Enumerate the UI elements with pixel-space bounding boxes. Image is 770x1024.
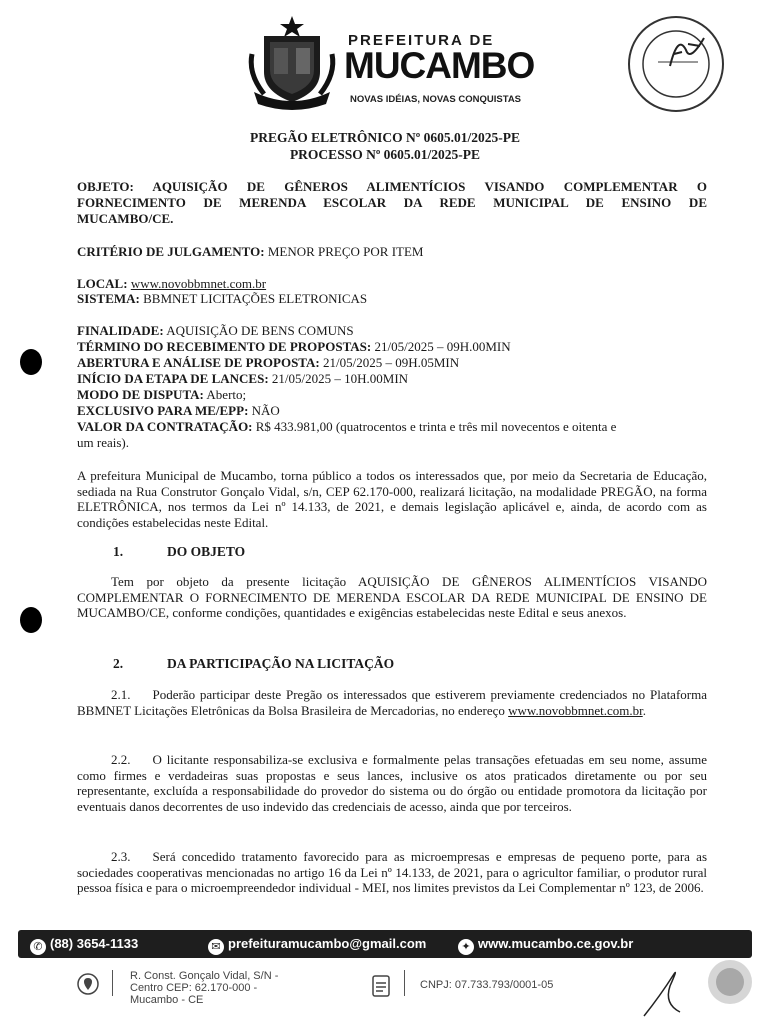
footer-phone[interactable]	[30, 936, 138, 955]
footer-divider-1	[112, 970, 113, 996]
footer-email[interactable]	[208, 936, 426, 955]
paragraph-2-2-text: O licitante responsabiliza-se exclusiva e formalmente pelas transações efetuadas em seu nome, assume como firmes e verdadeiras suas propostas e seus lances, inclusive os atos praticados diretamente ou por seu representante, excluída a responsabilidade do provedor do sistema ou do órgão ou entidade promotora da licitação por eventuais danos decorrentes de uso indevido das credenciais de acesso, ainda que por terceiros.	[77, 752, 707, 814]
section-1-number: 1.	[113, 544, 124, 559]
bbmnet-link[interactable]: www.novobbmnet.com.br	[508, 702, 643, 718]
processo-title: PROCESSO Nº 0605.01/2025-PE	[289, 147, 481, 162]
footer-divider-2	[404, 970, 405, 996]
section-2-number: 2.	[113, 656, 124, 671]
termino-value: 21/05/2025 – 09H.00MIN	[371, 339, 511, 354]
section-1-text: Tem por objeto da presente licitação AQUISIÇÃO DE GÊNEROS ALIMENTÍCIOS VISANDO COMPLEMENTAR O FORNECIMENTO DE MERENDA ESCOLAR DA REDE MUNICIPAL DE ENSINO DE MUCAMBO/CE, conforme condições, quantidades e exigências estabelecidas neste Edital e seus anexos.	[77, 574, 707, 620]
inicio-label: INÍCIO DA ETAPA DE LANCES:	[77, 371, 269, 386]
valor-value: R$ 433.981,00 (quatrocentos e trinta e três mil novecentos e oitenta e	[252, 419, 617, 434]
criterio-label: CRITÉRIO DE JULGAMENTO:	[77, 244, 265, 259]
globe-icon: ✦	[458, 939, 474, 955]
finalidade-label: FINALIDADE:	[77, 323, 164, 338]
footer-address	[130, 970, 278, 1006]
comissao-licitacao-stamp	[618, 14, 734, 114]
logo-prefix: PREFEITURA DE	[348, 32, 495, 49]
phone-icon: ✆	[30, 939, 46, 955]
objeto-line-2: FORNECIMENTO DE MERENDA ESCOLAR DA REDE MUNICIPAL DE ENSINO DE	[77, 195, 707, 210]
local-link[interactable]: www.novobbmnet.com.br	[130, 276, 267, 291]
exclusivo-label: EXCLUSIVO PARA ME/EPP:	[77, 403, 249, 418]
footer-address-line-1: R. Const. Gonçalo Vidal, S/N -	[130, 970, 279, 982]
section-2-title: DA PARTICIPAÇÃO NA LICITAÇÃO	[167, 656, 395, 671]
sistema-value: BBMNET LICITAÇÕES ELETRONICAS	[139, 291, 368, 306]
paragraph-2-2	[77, 752, 707, 814]
paragraph-2-3	[77, 849, 707, 896]
paragraph-2-3-number: 2.3.	[111, 849, 131, 864]
email-icon: ✉	[208, 939, 224, 955]
footer-website-text: www.mucambo.ce.gov.br	[478, 936, 634, 951]
footer-contact-bar	[18, 930, 752, 958]
footer-address-line-3: Mucambo - CE	[130, 994, 204, 1006]
footer-email-text: prefeituramucambo@gmail.com	[228, 936, 427, 951]
footer-cnpj: CNPJ: 07.733.793/0001-05	[420, 979, 554, 991]
local-line	[77, 276, 707, 291]
sistema-label: SISTEMA:	[77, 291, 140, 306]
prefeitura-logo	[244, 14, 554, 110]
paragraph-2-1	[77, 687, 707, 718]
inicio-line	[77, 371, 707, 386]
punch-hole-bottom	[20, 607, 42, 633]
footer-address-line-2: Centro CEP: 62.170-000 -	[130, 982, 258, 994]
logo-city-name: MUCAMBO	[344, 45, 535, 86]
criterio-line	[77, 244, 707, 259]
paragraph-2-1-number: 2.1.	[111, 687, 131, 702]
modo-label: MODO DE DISPUTA:	[77, 387, 204, 402]
section-1-paragraph	[77, 574, 707, 621]
finalidade-value: AQUISIÇÃO DE BENS COMUNS	[163, 323, 354, 338]
paragraph-2-1-text: Poderão participar deste Pregão os interessados que estiverem previamente credenciados no Plataforma BBMNET Licitações Eletrônicas da Bolsa Brasileira de Mercadorias, no endereço	[77, 687, 707, 718]
punch-hole-top	[20, 349, 42, 375]
footer-website[interactable]	[458, 936, 633, 955]
paragraph-2-2-number: 2.2.	[111, 752, 131, 767]
inicio-value: 21/05/2025 – 10H.00MIN	[268, 371, 409, 386]
paragraph-2-1-end: .	[642, 702, 646, 718]
signature-seal	[640, 956, 758, 1020]
document-icon	[370, 974, 392, 998]
objeto-line-1: OBJETO: AQUISIÇÃO DE GÊNEROS ALIMENTÍCIOS VISANDO COMPLEMENTAR O	[77, 179, 707, 194]
abertura-value: 21/05/2025 – 09H.05MIN	[319, 355, 460, 370]
paragraph-2-3-text: Será concedido tratamento favorecido para as microempresas e empresas de pequeno porte, para as sociedades cooperativas mencionadas no artigo 16 da Lei nº 14.133, de 2021, para o agricultor familiar, o produtor rural pessoa física e para o microempreendedor individual - MEI, nos limites previstos da Lei Complementar nº 123, de 2006.	[77, 849, 707, 895]
finalidade-line	[77, 323, 707, 338]
pregao-title: PREGÃO ELETRÔNICO Nº 0605.01/2025-PE	[250, 130, 520, 145]
footer-phone-text: (88) 3654-1133	[50, 936, 139, 951]
abertura-label: ABERTURA E ANÁLISE DE PROPOSTA:	[77, 355, 320, 370]
logo-slogan: NOVAS IDÉIAS, NOVAS CONQUISTAS	[350, 94, 522, 105]
valor-label: VALOR DA CONTRATAÇÃO:	[77, 419, 253, 434]
exclusivo-line	[77, 403, 707, 418]
intro-paragraph: A prefeitura Municipal de Mucambo, torna público a todos os interessados que, por meio da Secretaria de Educação, sediada na Rua Construtor Gonçalo Vidal, s/n, CEP 62.170-000, realizará licitação, na modalidade PREGÃO, na forma ELETRÔNICA, nos termos da Lei nº 14.133, de 2021, e demais legislação aplicável e, ainda, de acordo com as condições estabelecidas neste Edital.	[77, 468, 707, 530]
termino-line	[77, 339, 707, 354]
objeto-line-3: MUCAMBO/CE.	[77, 211, 174, 226]
valor-continuation: um reais).	[77, 435, 129, 450]
modo-value: Aberto;	[203, 387, 247, 402]
termino-label: TÉRMINO DO RECEBIMENTO DE PROPOSTAS:	[77, 339, 372, 354]
exclusivo-value: NÃO	[248, 403, 280, 418]
municipal-crest-icon	[244, 14, 340, 110]
location-pin-icon	[76, 972, 100, 996]
valor-line	[77, 419, 707, 434]
abertura-line	[77, 355, 707, 370]
section-1-title: DO OBJETO	[167, 544, 246, 559]
sistema-line	[77, 291, 707, 306]
modo-line	[77, 387, 707, 402]
local-label: LOCAL:	[77, 276, 128, 291]
criterio-value: MENOR PREÇO POR ITEM	[264, 244, 424, 259]
